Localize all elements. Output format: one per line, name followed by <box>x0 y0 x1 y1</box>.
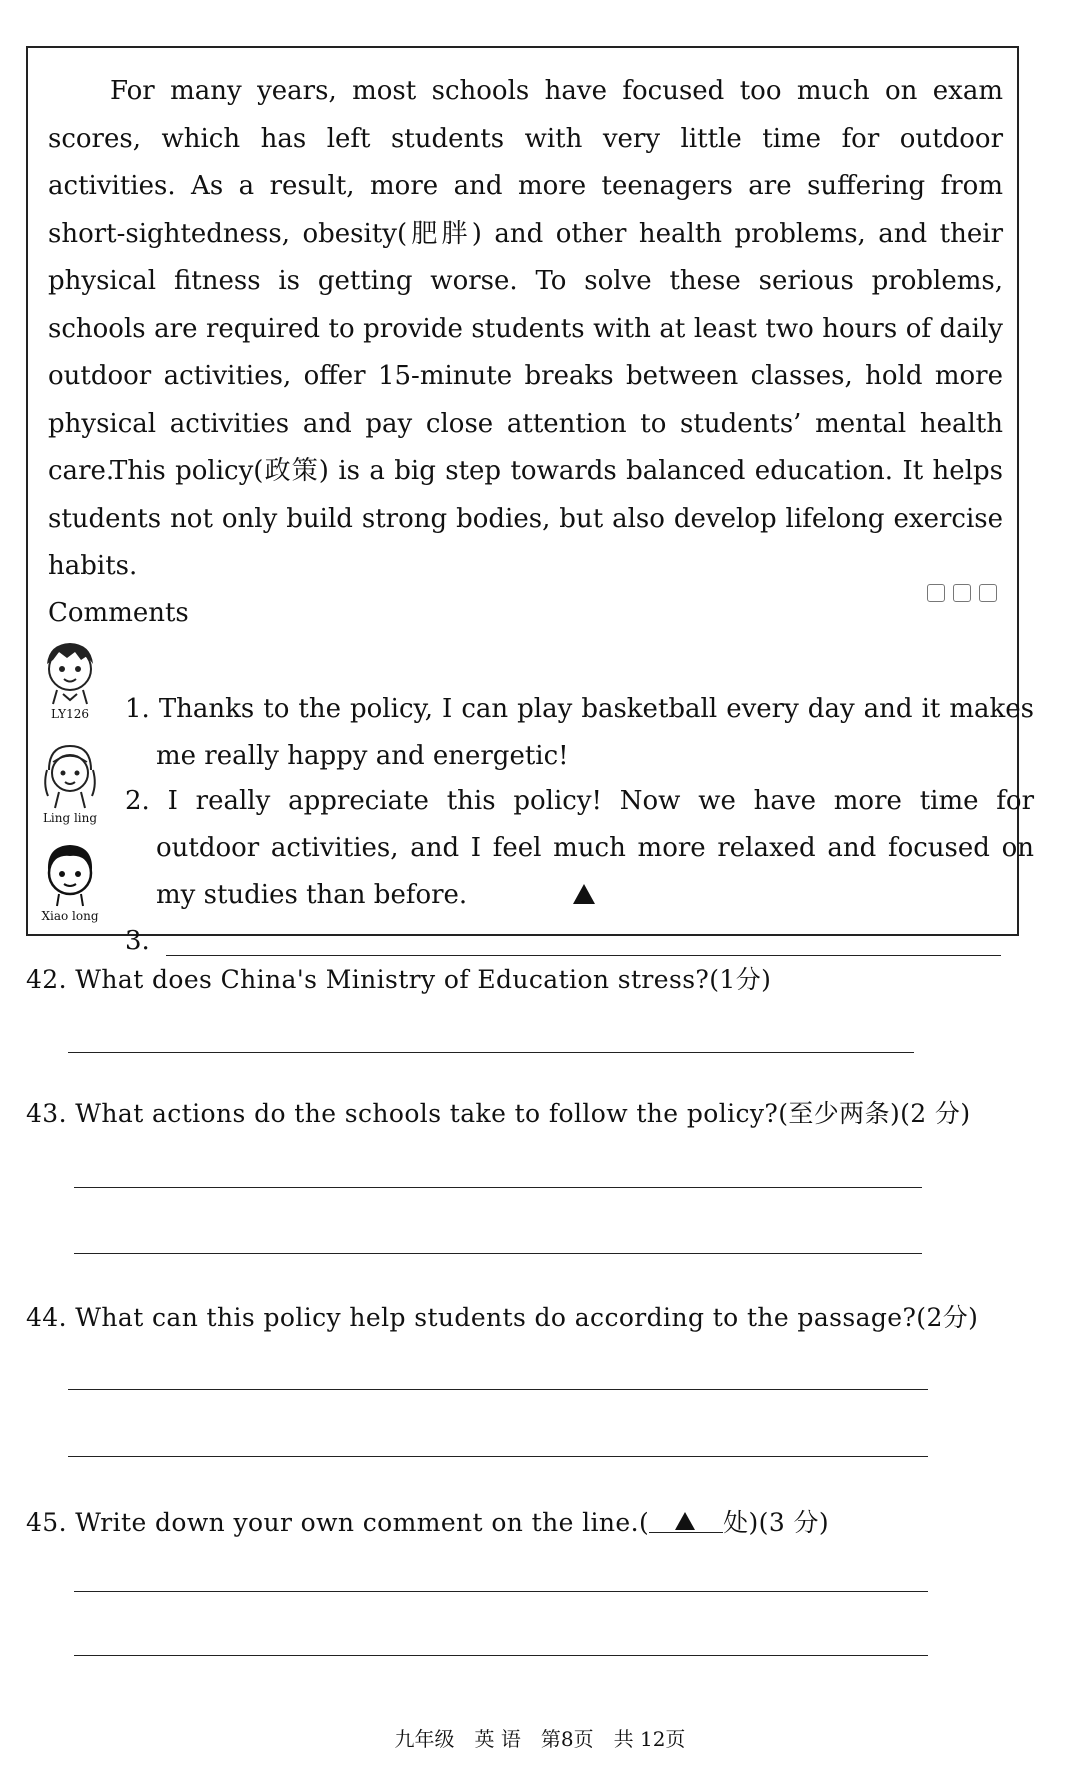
grid-icon <box>979 584 997 602</box>
avatar-ly126 <box>36 638 104 721</box>
avatar-label: LY126 <box>50 707 90 721</box>
answer-line-45-a[interactable] <box>74 1591 928 1592</box>
answer-line-44-a[interactable] <box>68 1389 928 1390</box>
answer-line-45-b[interactable] <box>74 1655 928 1656</box>
comment-3-number: 3. <box>125 926 150 956</box>
question-45-prefix: 45. Write down your own comment on the line.( <box>26 1508 650 1537</box>
inline-triangle-blank <box>649 1508 723 1533</box>
girl-face-icon <box>39 740 101 810</box>
answer-line-43-b[interactable] <box>74 1253 922 1254</box>
avatar-xiao-long <box>36 840 104 923</box>
question-42: 42. What does China's Ministry of Education stress?(1分) <box>26 965 772 994</box>
passage-paragraph-2: This policy(政策) is a big step towards balanced education. It helps students not only build strong bodies, but also develop lifelong exercise habits. <box>48 456 1003 581</box>
passage-paragraph-1: For many years, most schools have focused too much on exam scores, which has left students with very little time for outdoor activities. As a result, more and more teenagers are suffering from short-sightedness, obesity(肥胖) and other health problems, and their physical fitness is getting worse. To solve these serious problems, schools are required to provide students with at least two hours of daily outdoor activities, offer 15-minute breaks between classes, hold more physical activities and pay close attention to students’ mental health care. <box>48 76 1003 486</box>
share-icon <box>953 584 971 602</box>
avatar-ling-ling <box>36 740 104 825</box>
reading-passage-box <box>26 46 1034 956</box>
comment-2: 2. I really appreciate this policy! Now we have more time for outdoor activities, and I feel much more relaxed and focused on my studies than before. <box>125 786 1034 910</box>
question-45-suffix: 处)(3 分) <box>723 1508 830 1537</box>
edit-icon <box>927 584 945 602</box>
answer-line-43-a[interactable] <box>74 1187 922 1188</box>
avatar-label: Ling ling <box>42 811 98 825</box>
comments-title: Comments <box>48 598 189 628</box>
corner-icons <box>927 584 997 602</box>
comment-3-blank-line[interactable] <box>166 955 1001 956</box>
answer-line-42[interactable] <box>68 1052 914 1053</box>
triangle-marker-icon <box>573 884 595 904</box>
avatar-label: Xiao long <box>41 909 99 923</box>
question-44: 44. What can this policy help students do according to the passage?(2分) <box>26 1303 979 1332</box>
answer-line-44-b[interactable] <box>68 1456 928 1457</box>
question-43: 43. What actions do the schools take to follow the policy?(至少两条)(2 分) <box>26 1099 971 1128</box>
comment-1: 1. Thanks to the policy, I can play basketball every day and it makes me really happy and energetic! <box>125 694 1034 771</box>
triangle-marker-icon <box>675 1512 695 1530</box>
question-45 <box>26 1503 829 1539</box>
boy-face-icon <box>39 638 101 706</box>
page-footer: 九年级 英 语 第8页 共 12页 <box>394 1727 686 1751</box>
boy-dark-hair-icon <box>39 840 101 908</box>
